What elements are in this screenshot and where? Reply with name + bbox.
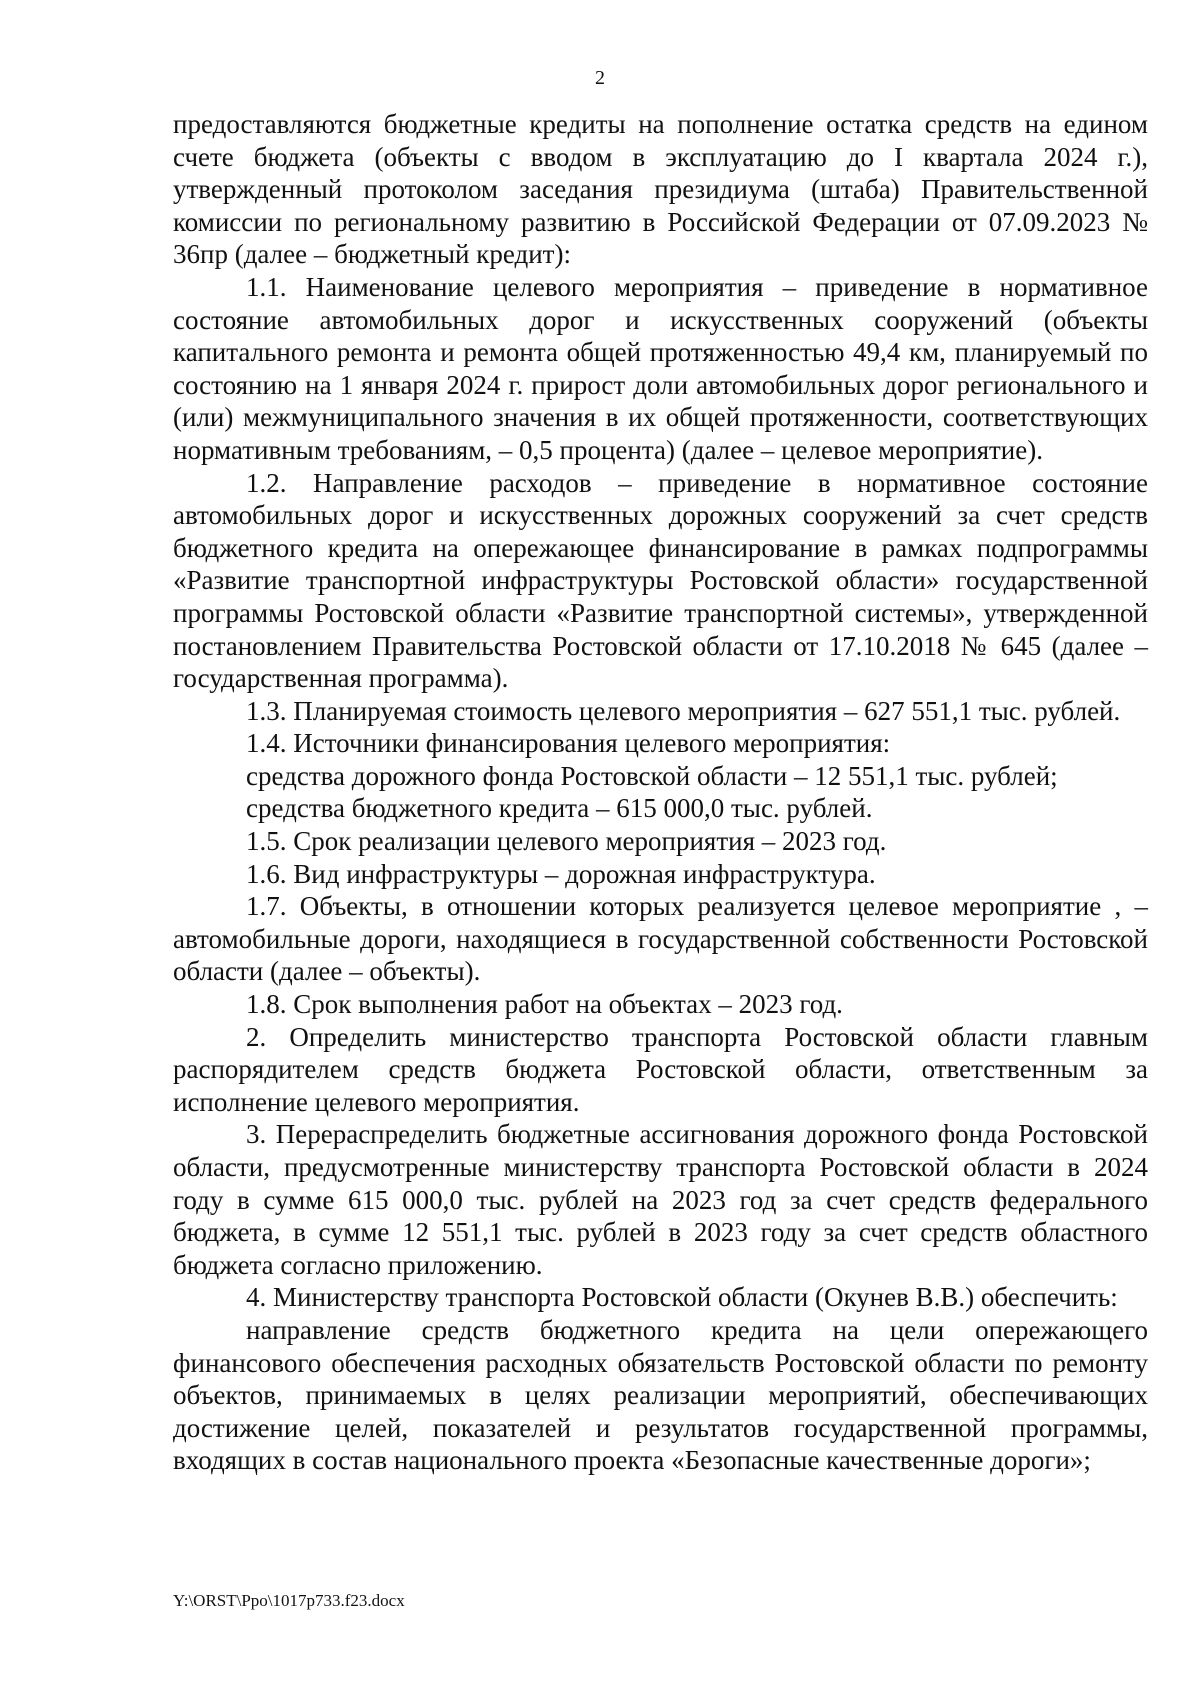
paragraph-1-4: 1.4. Источники финансирования целевого мероприятия:: [246, 728, 891, 759]
document-body: [173, 108, 1148, 1477]
footer-file-path: Y:\ORST\Ppo\1017p733.f23.docx: [173, 1591, 405, 1610]
page-number: 2: [595, 67, 605, 89]
paragraph-1-7: 1.7. Объекты, в отношении которых реализуется целевое мероприятие , – автомобильные дороги, находящиеся в государственной собственности Ростовской области (далее – объекты).: [173, 891, 1148, 987]
paragraph-1-3: 1.3. Планируемая стоимость целевого мероприятия – 627 551,1 тыс. рублей.: [246, 695, 1121, 726]
paragraph-3: 3. Перераспределить бюджетные ассигнования дорожного фонда Ростовской области, предусмотренные министерству транспорта Ростовской области в 2024 году в сумме 615 000,0 тыс. рублей на 2023 год за счет средств федерального бюджета, в сумме 12 551,1 тыс. рублей в 2023 году за счет средств областного бюджета согласно приложению.: [173, 1119, 1148, 1280]
paragraph-4: 4. Министерству транспорта Ростовской области (Окунев В.В.) обеспечить:: [246, 1282, 1118, 1313]
paragraph-funding-road-fund: средства дорожного фонда Ростовской области – 12 551,1 тыс. рублей;: [246, 760, 1058, 791]
paragraph-funding-credit: средства бюджетного кредита – 615 000,0 тыс. рублей.: [246, 793, 873, 824]
paragraph-2: 2. Определить министерство транспорта Ростовской области главным распорядителем средств бюджета Ростовской области, ответственным за исполнение целевого мероприятия.: [173, 1021, 1148, 1117]
paragraph-1-8: 1.8. Срок выполнения работ на объектах – 2023 год.: [246, 989, 843, 1020]
paragraph-1-6: 1.6. Вид инфраструктуры – дорожная инфраструктура.: [246, 858, 876, 889]
paragraph-1-2: 1.2. Направление расходов – приведение в нормативное состояние автомобильных дорог и искусственных дорожных сооружений за счет средств бюджетного кредита на опережающее финансирование в рамках подпрограммы «Развитие транспортной инфраструктуры Ростовской области» государственной программы Ростовской области «Развитие транспортной системы», утвержденной постановлением Правительства Ростовской области от 17.10.2018 № 645 (далее – государственная программа).: [173, 467, 1148, 694]
paragraph-1-5: 1.5. Срок реализации целевого мероприятия – 2023 год.: [246, 826, 887, 857]
paragraph-intro: предоставляются бюджетные кредиты на пополнение остатка средств на едином счете бюджета (объекты с вводом в эксплуатацию до I квартала 2024 г.), утвержденный протоколом заседания президиума (штаба) Правительственной комиссии по региональному развитию в Российской Федерации от 07.09.2023 № 36пр (далее – бюджетный кредит):: [173, 109, 1148, 270]
paragraph-1-1: 1.1. Наименование целевого мероприятия – приведение в нормативное состояние автомобильных дорог и искусственных сооружений (объекты капитального ремонта и ремонта общей протяженностью 49,4 км, планируемый по состоянию на 1 января 2024 г. прирост доли автомобильных дорог регионального и (или) межмуниципального значения в их общей протяженности, соответствующих нормативным требованиям, – 0,5 процента) (далее – целевое мероприятие).: [173, 271, 1148, 465]
paragraph-4-item: направление средств бюджетного кредита на цели опережающего финансового обеспечения расходных обязательств Ростовской области по ремонту объектов, принимаемых в целях реализации мероприятий, обеспечивающих достижение целей, показателей и результатов государственной программы, входящих в состав национального проекта «Безопасные качественные дороги»;: [173, 1314, 1148, 1476]
